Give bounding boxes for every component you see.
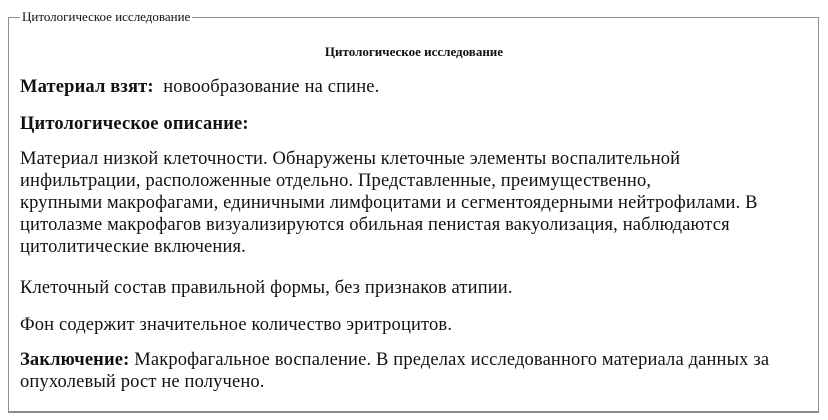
conclusion-row <box>20 350 769 371</box>
report-heading: Цитологическое исследование <box>324 44 504 59</box>
description-line: крупными макрофагами, единичными лимфоцитами и сегментоядерными нейтрофилами. В <box>20 193 758 213</box>
conclusion-line: опухолевый рост не получено. <box>20 372 265 392</box>
description-line: инфильтрации, расположенные отдельно. Представленные, преимущественно, <box>20 171 652 191</box>
description-heading: Цитологическое описание: <box>20 114 249 134</box>
description-line: цитолазме макрофагов визуализируются обильная пенистая вакуолизация, наблюдаются <box>20 215 730 235</box>
material-label: Материал взят: <box>20 77 154 97</box>
description-line: цитолитические включения. <box>20 237 246 257</box>
fieldset-legend: Цитологическое исследование <box>22 9 191 24</box>
material-value: новообразование на спине. <box>163 77 380 97</box>
conclusion-label: Заключение: <box>20 350 130 370</box>
material-row <box>20 77 379 98</box>
cell-composition: Клеточный состав правильной формы, без признаков атипии. <box>20 278 513 298</box>
conclusion-line: Макрофагальное воспаление. В пределах исследованного материала данных за <box>134 350 770 370</box>
background-note: Фон содержит значительное количество эритроцитов. <box>20 315 453 335</box>
description-line: Материал низкой клеточности. Обнаружены клеточные элементы воспалительной <box>20 149 681 169</box>
